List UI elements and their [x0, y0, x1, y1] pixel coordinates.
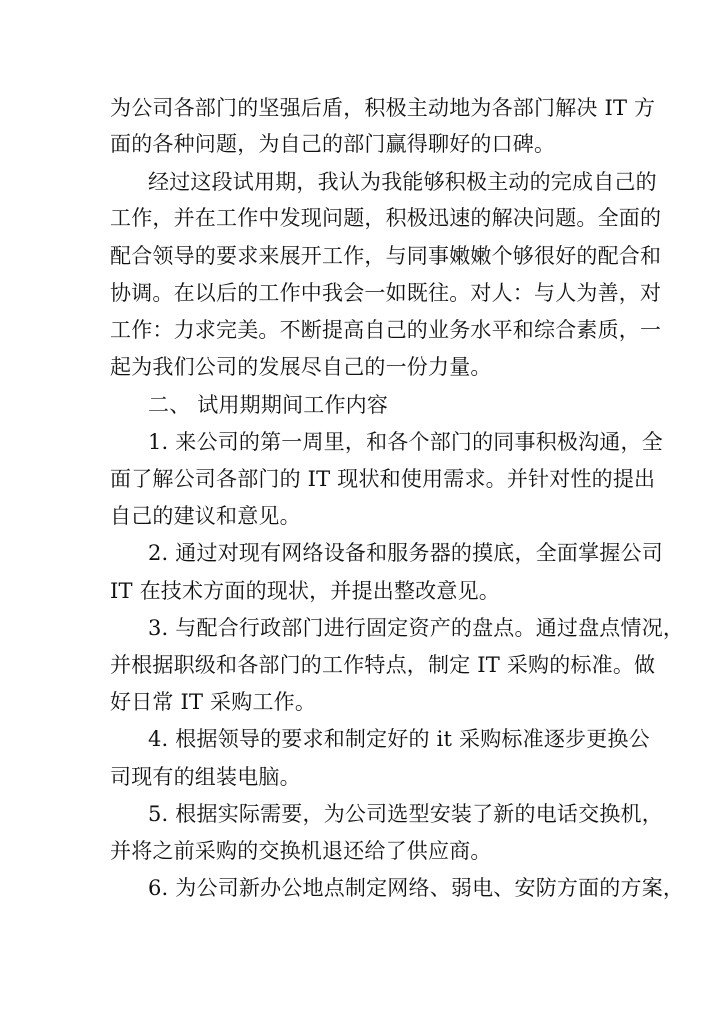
- paragraph-line: 起为我们公司的发展尽自己的一份力量。: [110, 355, 492, 379]
- paragraph-line: 工作：力求完美。不断提高自己的业务水平和综合素质，一: [110, 318, 662, 342]
- paragraph-line: 面的各种问题，为自己的部门赢得聊好的口碑。: [110, 132, 556, 156]
- paragraph-line: 协调。在以后的工作中我会一如既往。对人：与人为善，对: [110, 281, 662, 305]
- list-item-line: 2. 通过对现有网络设备和服务器的摸底，全面掌握公司: [148, 541, 663, 565]
- list-item-line: 并根据职级和各部门的工作特点，制定 IT 采购的标准。做: [110, 653, 656, 677]
- list-item-line: 6. 为公司新办公地点制定网络、弱电、安防方面的方案，: [148, 876, 685, 900]
- paragraph-line: 工作，并在工作中发现问题，积极迅速的解决问题。全面的: [110, 206, 662, 230]
- section-heading: 二、 试用期期间工作内容: [148, 393, 389, 417]
- list-item-line: 司现有的组装电脑。: [110, 765, 301, 789]
- list-item-line: IT 在技术方面的现状，并提出整改意见。: [110, 579, 500, 603]
- list-item-line: 面了解公司各部门的 IT 现状和使用需求。并针对性的提出: [110, 467, 656, 491]
- list-item-line: 3. 与配合行政部门进行固定资产的盘点。通过盘点情况，: [148, 616, 685, 640]
- list-item-line: 并将之前采购的交换机退还给了供应商。: [110, 839, 492, 863]
- paragraph-line: 为公司各部门的坚强后盾，积极主动地为各部门解决 IT 方: [110, 96, 656, 120]
- list-item-line: 1. 来公司的第一周里，和各个部门的同事积极沟通，全: [148, 430, 663, 454]
- list-item-line: 5. 根据实际需要，为公司选型安装了新的电话交换机，: [148, 802, 663, 826]
- list-item-line: 自己的建议和意见。: [110, 504, 301, 528]
- paragraph-line: 配合领导的要求来展开工作，与同事嫩嫩个够很好的配合和: [110, 244, 662, 268]
- list-item-line: 好日常 IT 采购工作。: [110, 690, 317, 714]
- list-item-line: 4. 根据领导的要求和制定好的 it 采购标准逐步更换公: [148, 727, 650, 751]
- paragraph-line: 经过这段试用期，我认为我能够积极主动的完成自己的: [148, 170, 657, 194]
